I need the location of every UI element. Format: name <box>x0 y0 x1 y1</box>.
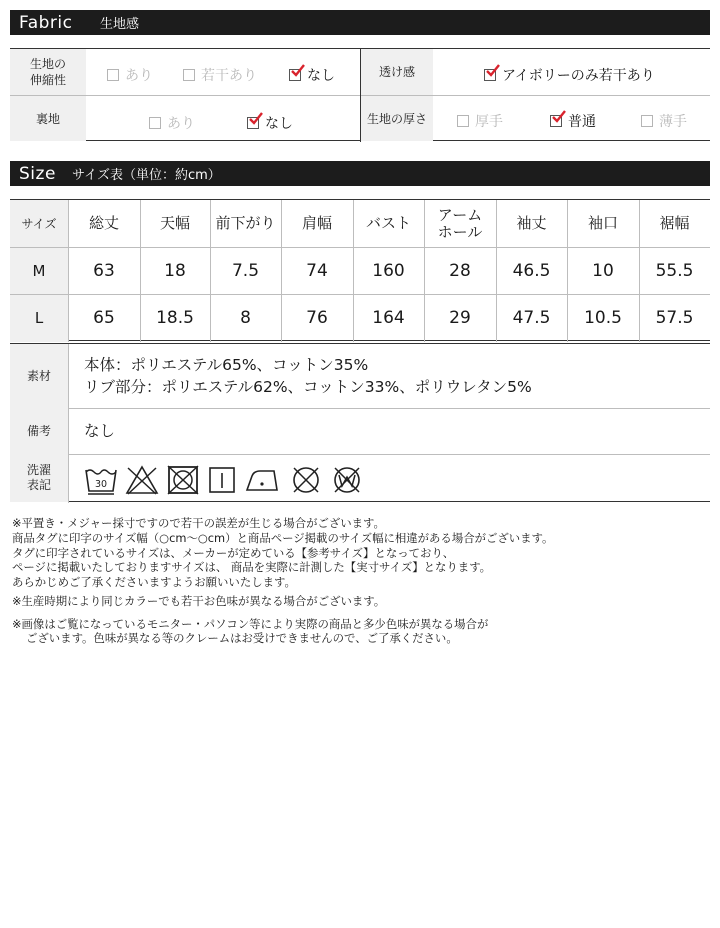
care-label-line2: 表記 <box>26 478 51 492</box>
wash-temp-text: 30 <box>94 479 108 490</box>
table-cell: 57.5 <box>655 308 694 328</box>
table-cell: 65 <box>93 308 115 328</box>
header-susohaba: 裾幅 <box>659 214 690 232</box>
footnote-line: あらかじめご了承くださいますようお願いいたします。 <box>12 575 296 589</box>
armhole-line2: ホール <box>437 222 483 241</box>
table-cell: 8 <box>240 308 251 328</box>
lining-option-ari[interactable] <box>149 113 195 133</box>
fabric-divider <box>360 49 361 142</box>
header-tenhaba: 天幅 <box>159 214 190 232</box>
header-sodetake: 袖丈 <box>516 214 547 232</box>
wash-30-icon <box>84 464 118 496</box>
table-cell: 76 <box>306 308 328 328</box>
stretch-label-line2: 伸縮性 <box>29 73 66 87</box>
notes-value: なし <box>84 422 116 440</box>
stretch-option-jakkan[interactable] <box>183 65 257 85</box>
no-tumble-dry-icon <box>166 464 200 496</box>
option-label: アイボリーのみ若干あり <box>502 68 655 84</box>
col-divider <box>353 200 354 342</box>
footnote-line: ございます。色味が異なる等のクレームはお受けできませんので、ご了承ください。 <box>26 631 458 645</box>
stretch-label <box>10 49 86 95</box>
table-cell: 18 <box>164 260 186 281</box>
thickness-option-futsu[interactable] <box>550 111 596 131</box>
size-row-label-m: M <box>32 261 46 280</box>
checkbox-icon <box>107 69 119 81</box>
table-cell: 164 <box>372 308 405 328</box>
table-cell: 74 <box>306 260 328 281</box>
size-section-header <box>10 161 710 186</box>
option-label: 薄手 <box>659 114 687 130</box>
option-label: あり <box>167 116 195 132</box>
checked-checkbox-icon <box>289 69 301 81</box>
col-divider <box>281 200 282 342</box>
col-divider <box>639 200 640 342</box>
care-symbols <box>84 462 371 498</box>
detail-table <box>10 343 710 502</box>
size-table <box>10 199 710 341</box>
fabric-section-header <box>10 10 710 35</box>
no-wet-clean-icon <box>330 464 364 496</box>
size-subtitle: サイズ表（単位：約cm） <box>72 168 221 183</box>
footnote-line: ページに掲載いたしておりますサイズは、 商品を実際に計測した【実寸サイズ】となります。 <box>12 560 492 574</box>
checked-checkbox-icon <box>247 117 259 129</box>
col-divider <box>68 200 69 342</box>
row-divider <box>10 408 710 409</box>
table-cell: 160 <box>372 260 405 281</box>
checkbox-icon <box>641 115 653 127</box>
col-divider <box>210 200 211 342</box>
sheer-option-selected[interactable] <box>484 65 655 85</box>
table-cell: 10.5 <box>584 308 622 328</box>
sheer-label: 透け感 <box>361 49 433 95</box>
low-iron-icon <box>244 464 282 496</box>
care-label-line1: 洗濯 <box>26 463 51 477</box>
table-cell: 55.5 <box>655 260 694 281</box>
table-cell: 7.5 <box>231 260 260 281</box>
footnote-line: ※画像はご覧になっているモニター・パソコン等により実際の商品と多少色味が異なる場合が <box>12 617 489 631</box>
fabric-table <box>10 48 710 141</box>
table-cell: 18.5 <box>156 308 194 328</box>
material-label: 素材 <box>10 344 68 408</box>
footnote-line: ※平置き・メジャー採寸ですので若干の誤差が生じる場合がございます。 <box>12 516 385 530</box>
table-cell: 28 <box>449 260 471 281</box>
table-cell: 29 <box>449 308 471 328</box>
fabric-subtitle: 生地感 <box>100 17 140 32</box>
header-sotake: 総丈 <box>88 214 119 232</box>
material-line-2: リブ部分：ポリエステル62%、コットン33%、ポリウレタン5% <box>84 378 532 396</box>
line-dry-icon <box>207 464 237 496</box>
table-cell: 10 <box>592 260 614 281</box>
care-label <box>10 454 68 502</box>
detail-col-divider <box>68 344 69 503</box>
option-label: なし <box>307 68 335 84</box>
header-bust: バスト <box>365 214 411 232</box>
col-divider <box>140 200 141 342</box>
col-divider <box>496 200 497 342</box>
armhole-line1: アーム <box>437 205 483 224</box>
stretch-label-line1: 生地の <box>29 57 66 71</box>
stretch-option-ari[interactable] <box>107 65 153 85</box>
option-label: あり <box>125 68 153 84</box>
option-label: なし <box>265 116 293 132</box>
col-divider <box>567 200 568 342</box>
header-sodeguchi: 袖口 <box>587 214 618 232</box>
header-maesagari: 前下がり <box>215 214 276 232</box>
table-cell: 63 <box>93 260 115 281</box>
no-bleach-icon <box>125 464 159 496</box>
footnote-line: 商品タグに印字のサイズ幅（○cm〜○cm）と商品ページ掲載のサイズ幅に相違がある場合がございます。 <box>12 531 554 545</box>
stretch-option-nashi[interactable] <box>289 65 335 85</box>
checkbox-icon <box>457 115 469 127</box>
option-label: 厚手 <box>475 114 503 130</box>
option-label: 若干あり <box>201 68 257 84</box>
row-divider <box>10 454 710 455</box>
checkbox-icon <box>149 117 161 129</box>
option-label: 普通 <box>568 114 596 130</box>
header-armhole <box>424 200 496 247</box>
checkbox-icon <box>183 69 195 81</box>
no-dry-clean-icon <box>289 464 323 496</box>
checked-checkbox-icon <box>484 69 496 81</box>
thickness-option-usude[interactable] <box>641 111 687 131</box>
footnote-line: タグに印字されているサイズは、メーカーが定めている【参考サイズ】となっており、 <box>12 546 455 560</box>
thickness-option-atsude[interactable] <box>457 111 503 131</box>
notes-label: 備考 <box>10 408 68 454</box>
table-cell: 46.5 <box>512 260 551 281</box>
size-row-label-l: L <box>34 309 44 327</box>
thickness-label: 生地の厚さ <box>361 96 433 141</box>
footnote-line: ※生産時期により同じカラーでも若干お色味が異なる場合がございます。 <box>12 594 386 608</box>
table-cell: 47.5 <box>512 308 551 328</box>
material-line-1: 本体：ポリエステル65%、コットン35% <box>84 356 369 374</box>
checked-checkbox-icon <box>550 115 562 127</box>
lining-option-nashi[interactable] <box>247 113 293 133</box>
col-divider <box>424 200 425 342</box>
size-title: Size <box>19 163 56 184</box>
header-katahaba: 肩幅 <box>301 214 332 232</box>
fabric-title: Fabric <box>19 12 73 33</box>
size-corner: サイズ <box>21 217 57 231</box>
lining-label: 裏地 <box>10 96 86 141</box>
